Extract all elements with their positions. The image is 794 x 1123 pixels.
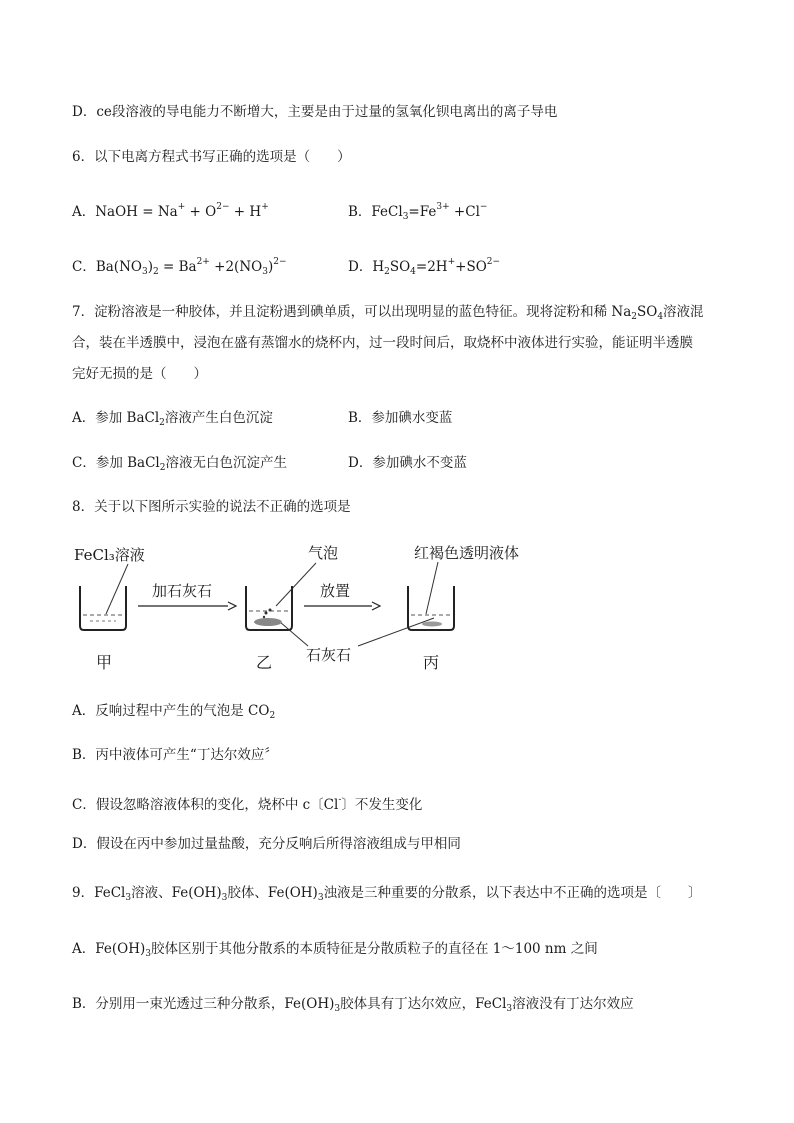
q7-option-a: A．参加 BaCl$_2$溶液产生白色沉淀 <box>72 410 273 428</box>
question-7-line-3: 完好无损的是（ ） <box>72 366 207 382</box>
question-8: 8．关于以下图所示实验的说法不正确的选项是 <box>72 499 351 515</box>
label-bubble: 气泡 <box>308 544 339 562</box>
arrow2-label: 放置 <box>320 582 351 600</box>
q7-option-d: D．参加碘水不变蓝 <box>348 455 467 471</box>
arrow-2 <box>304 602 380 610</box>
pointer-bubble <box>276 563 316 606</box>
pointer-fecl3 <box>106 564 128 614</box>
caption-jia: 甲 <box>96 653 113 672</box>
question-7-line-1: 7．淀粉溶液是一种胶体，并且淀粉遇到碘单质，可以出现明显的蓝色特征。现将淀粉和稀 $Na_2SO_4$溶液混 <box>72 304 704 322</box>
pointer-red <box>426 562 438 614</box>
q6-option-a: A．NaOH = $Na^+ + O^{2-} + H^+$ <box>72 202 269 220</box>
pointer-stone-yi <box>280 622 308 646</box>
option-d-text: D．ce段溶液的导电能力不断增大，主要是由于过量的氢氧化钡电离出的离子导电 <box>72 104 558 120</box>
experiment-figure <box>68 538 548 678</box>
caption-yi: 乙 <box>256 653 273 672</box>
q8-option-b: B．丙中液体可产生“丁达尔效应〞 <box>72 747 278 763</box>
label-fecl3: FeCl₃溶液 <box>74 546 145 564</box>
q7-option-b: B．参加碘水变蓝 <box>348 410 453 426</box>
q7-option-c: C．参加 BaCl$_2$溶液无白色沉淀产生 <box>72 455 287 473</box>
label-limestone: 石灰石 <box>306 646 352 664</box>
label-red-liquid: 红褐色透明液体 <box>414 544 520 562</box>
q6-option-b: B．$FeCl_3=Fe^{3+} +Cl^-$ <box>348 202 488 222</box>
arrow1-label: 加石灰石 <box>152 582 213 600</box>
caption-bing: 丙 <box>423 653 440 672</box>
beaker-jia <box>80 586 126 630</box>
arrow-1 <box>138 602 236 610</box>
question-7-line-2: 合，装在半透膜中，浸泡在盛有蒸馏水的烧杯内，过一段时间后，取烧杯中液体进行实验，能证明半透膜 <box>72 335 693 351</box>
q6-option-d: D．$H_2SO_4=2H^++SO^{2-}$ <box>348 257 501 277</box>
q8-option-a: A．反响过程中产生的气泡是 $CO_2$ <box>72 703 276 721</box>
question-9: 9．FeCl$_3$溶液、$Fe(OH)_3$胶体、$Fe(OH)_3$浊液是三种重要的分散系，以下表达中不正确的选项是〔 〕 <box>72 885 702 903</box>
q8-option-c: C．假设忽略溶液体积的变化，烧杯中 c〔Cl-〕不发生变化 <box>72 795 423 813</box>
pointer-stone-bing <box>358 618 434 646</box>
q9-option-b: B．分别用一束光透过三种分散系，$Fe(OH)_3$胶体具有丁达尔效应，FeCl$_3$溶液没有丁达尔效应 <box>72 996 634 1014</box>
question-6: 6．以下电离方程式书写正确的选项是（ ） <box>72 149 351 165</box>
q8-option-d: D．假设在丙中参加过量盐酸，充分反响后所得溶液组成与甲相同 <box>72 836 461 852</box>
beaker-yi <box>246 586 292 630</box>
q9-option-a: A．$Fe(OH)_3$胶体区别于其他分散系的本质特征是分散质粒子的直径在 1～100 nm 之间 <box>72 941 598 959</box>
q6-option-c: C．$Ba(NO_3)_2 = Ba^{2+} +2(NO_3)^{2-}$ <box>72 257 287 277</box>
